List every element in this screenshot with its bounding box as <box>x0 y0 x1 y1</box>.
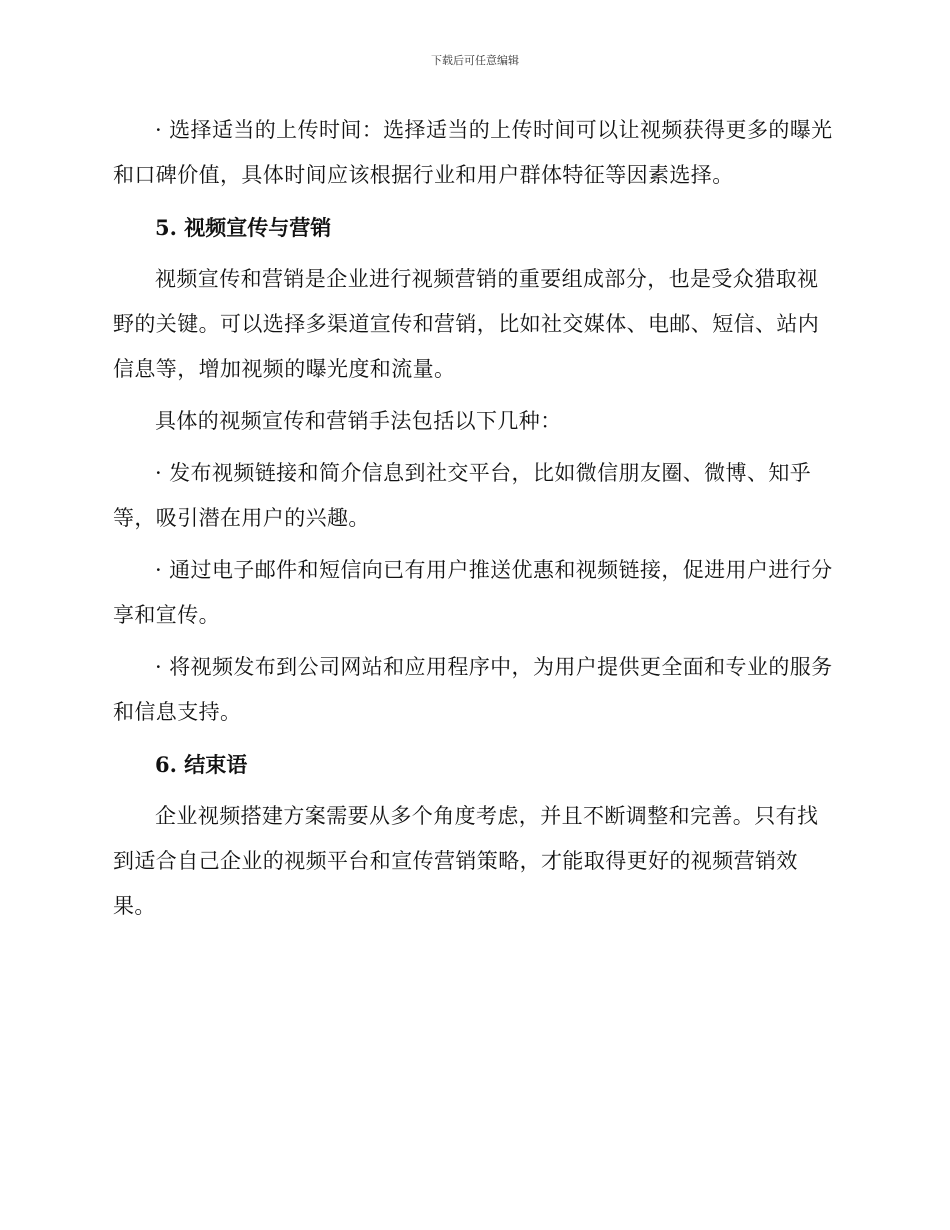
paragraph-website-app: · 将视频发布到公司网站和应用程序中，为用户提供更全面和专业的服务和信息支持。 <box>113 655 833 724</box>
paragraph-upload-time: · 选择适当的上传时间：选择适当的上传时间可以让视频获得更多的曝光和口碑价值，具体时间应该根据行业和用户群体特征等因素选择。 <box>113 118 833 187</box>
paragraph-email-sms: · 通过电子邮件和短信向已有用户推送优惠和视频链接，促进用户进行分享和宣传。 <box>113 558 833 627</box>
paragraph-conclusion: 企业视频搭建方案需要从多个角度考虑，并且不断调整和完善。只有找到适合自己企业的视频平台和宣传营销策略，才能取得更好的视频营销效果。 <box>113 804 819 918</box>
paragraph-methods-intro: 具体的视频宣传和营销手法包括以下几种： <box>155 409 562 433</box>
section-heading-conclusion: 6. 结束语 <box>155 752 248 777</box>
document-body <box>113 108 833 929</box>
paragraph-promotion-intro: 视频宣传和营销是企业进行视频营销的重要组成部分，也是受众猎取视野的关键。可以选择多渠道宣传和营销，比如社交媒体、电邮、短信、站内信息等，增加视频的曝光度和流量。 <box>113 267 820 381</box>
header-note: 下载后可任意编辑 <box>431 54 519 67</box>
paragraph-social-platform: · 发布视频链接和简介信息到社交平台，比如微信朋友圈、微博、知乎等，吸引潜在用户的兴趣。 <box>113 461 812 530</box>
section-heading-promotion: 5. 视频宣传与营销 <box>155 215 332 240</box>
